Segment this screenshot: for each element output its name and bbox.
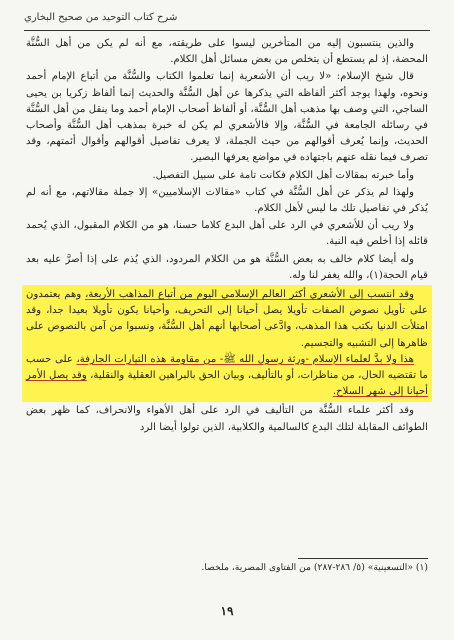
- highlighted-text: وهم يعتمدون على تأويل نصوص الصفات تأويلا يصل أحيانا إلى التحريف، وأحيانا يكون تأويلا بعيدا جدا، وقد امتلأت الدنيا بكتب هذا المذهب، وادَّعى أصحابها أنهم أهل السُّنَّة، ونسبوا من آمن بالنصوص على ظاهرها إلى التشبيه والتجسيم.: [26, 289, 428, 349]
- page-number: ١٩: [220, 604, 234, 618]
- highlighted-passage: [22, 285, 432, 402]
- paragraph: والذين ينتسبون إليه من المتأخرين ليسوا على طريقته، مع أنه لم يكن من أهل السُّنَّة المحضة، إذ لم يستطع أن يتخلص من بعض مسائل أهل الكلام.: [26, 38, 428, 66]
- underlined-sentence: وقد انتسب إلى الأشعري أكثر العالم الإسلامي اليوم من أتباع المذاهب الأربعة،: [85, 289, 414, 301]
- paragraph: ولا ريب أن للأشعري في الرد على أهل البدع كلاما حسنا، هو من الكلام المقبول، الذي يُحمد قائله إذا أخلص فيه النية.: [26, 220, 428, 248]
- footnote-rule: [298, 558, 428, 559]
- highlighted-paragraph: [26, 352, 428, 401]
- paragraph: ولهذا لم يذكر عن أهل السُّنَّة في كتاب «مقالات الإسلاميين» إلا جملة مقالاتهم، مع أنه لم يُذكر في تفاصيل تلك ما ليس لأهل الكلام.: [26, 186, 428, 215]
- underlined-sentence: وقد يصل الأمر أحيانا إلى شهر السلاح.: [26, 370, 428, 398]
- paragraph: وأما خبرته بمقالات أهل الكلام فكانت تامة على سبيل التفصيل.: [152, 169, 414, 181]
- running-header-title: شرح كتاب التوحيد من صحيح البخاري: [24, 12, 178, 23]
- paragraph: قال شيخ الإسلام: «لا ريب أن الأشعرية إنما تعلموا الكتاب والسُّنَّة من أتباع الإمام أحمد ونحوه، ولهذا يوجد أكثر ألفاظه التي يذكرها عن أهل السُّنَّة والحديث إنما ألفاظ زكريا بن يحيى الساجي، التي وصف بها مذهب أهل السُّنَّة، أو ألفاظ أصحاب الإمام أحمد وما ينقل من أهل السُّنَّة في رسائله الجامعة في السُّنَّة، وإلا فالأشعري لم يكن له خبرة بمذهب أهل السُّنَّة وأصحاب الحديث، وإنما يُعرف أقوالهم من حيث الجملة، لا يعرف تفاصيل أقوالهم وأقوال أئمتهم، وقد تصرف فيما نقله عنهم باجتهاده في مواضع يعرفها البصير.: [26, 71, 428, 164]
- underlined-sentence: هذا ولا بدَّ لعلماء الإسلام -ورثة رسول الله ﷺ- من مقاومة هذه التيارات الجارفة،: [76, 353, 414, 365]
- highlighted-text: على حسب ما تقتضيه الحال، من مناظرات، أو بالتأليف، وبيان الحق بالبراهين العقلية والنقلية،: [26, 353, 429, 382]
- header-rule: [24, 30, 430, 31]
- footnote: (١) «التسعينية» (٥/ ٢٨٦-٢٨٧) من الفتاوى المصرية، ملخصا.: [201, 562, 428, 573]
- page-body: [26, 36, 428, 437]
- highlighted-paragraph: [26, 287, 428, 352]
- paragraph: وله أيضا كلام خالف به بعض السُّنَّة هو من الكلام المردود، الذي يُذم على إذا أصرَّ عليه بعد قيام الحجة(١)، والله يغفر لنا وله.: [26, 253, 428, 281]
- running-header: [24, 8, 430, 30]
- paragraph: وقد أكثر علماء السُّنَّة من التأليف في الرد على أهل الأهواء والانحراف، كما ظهر بعض الطوائف المقابلة لتلك البدع كالسالمية والكلابية، الذين تولوا أيضا الرد: [26, 405, 428, 433]
